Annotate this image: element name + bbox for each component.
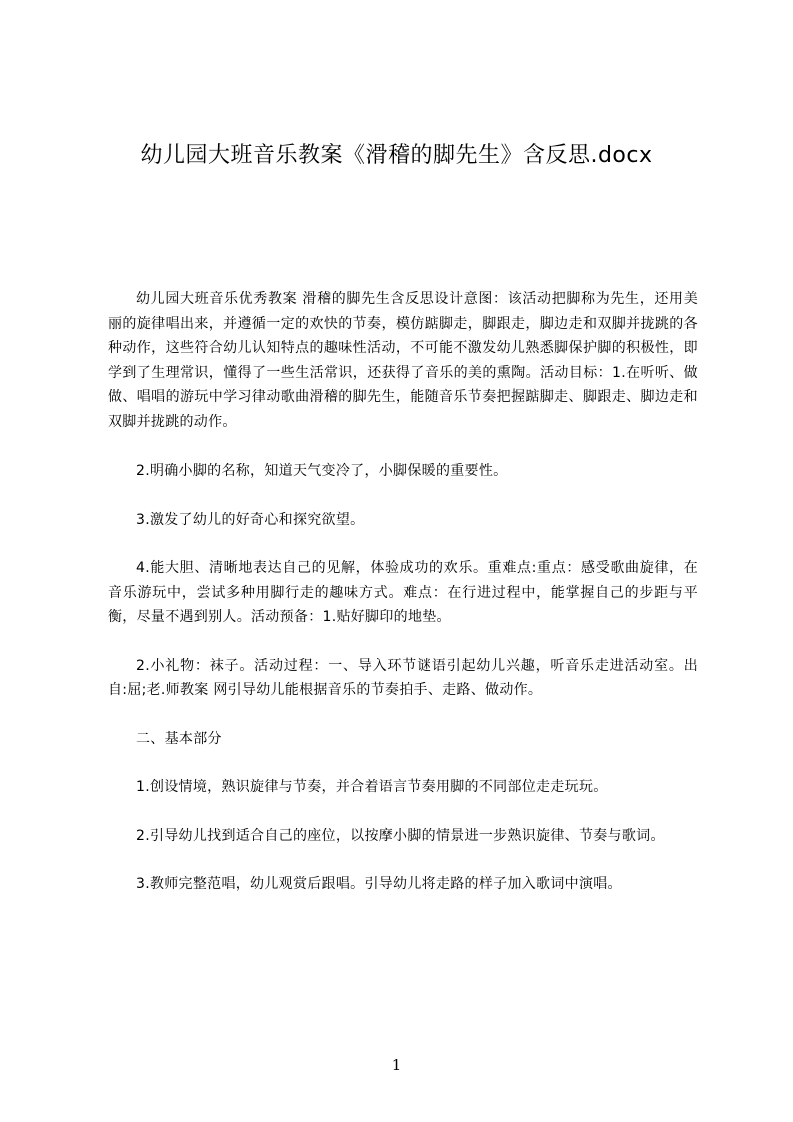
document-body <box>108 287 698 921</box>
page-number: 1 <box>391 1056 402 1074</box>
paragraph-preparation: 2.小礼物：袜子。活动过程：一、导入环节谜语引起幼儿兴趣，听音乐走进活动室。出自:屈;老.师教案 网引导幼儿能根据音乐的节奏拍手、走路、做动作。 <box>108 657 698 698</box>
paragraph-step-1: 1.创设情境，熟识旋律与节奏，并合着语言节奏用脚的不同部位走走玩玩。 <box>136 779 608 795</box>
document-title: 幼儿园大班音乐教案《滑稽的脚先生》含反思.docx <box>140 143 653 168</box>
paragraph-step-2: 2.引导幼儿找到适合自己的座位，以按摩小脚的情景进一步熟识旋律、节奏与歌词。 <box>136 827 665 844</box>
section-heading-basic: 二、基本部分 <box>136 730 222 747</box>
paragraph-goal-3: 3.激发了幼儿的好奇心和探究欲望。 <box>136 511 365 528</box>
paragraph-step-3: 3.教师完整范唱，幼儿观赏后跟唱。引导幼儿将走路的样子加入歌词中演唱。 <box>136 876 622 892</box>
paragraph-goal-2: 2.明确小脚的名称，知道天气变冷了，小脚保暖的重要性。 <box>136 463 508 479</box>
paragraph-goal-4: 4.能大胆、清晰地表达自己的见解，体验成功的欢乐。重难点:重点：感受歌曲旋律，在音乐游玩中，尝试多种用脚行走的趣味方式。难点：在行进过程中，能掌握自己的步距与平衡，尽量不遇到别人。活动预备：1.贴好脚印的地垫。 <box>108 560 698 625</box>
paragraph-intro: 幼儿园大班音乐优秀教案 滑稽的脚先生含反思设计意图：该活动把脚称为先生，还用美丽的旋律唱出来，并遵循一定的欢快的节奏，模仿踮脚走，脚跟走，脚边走和双脚并拢跳的各种动作，这些符合幼儿认知特点的趣味性活动，不可能不激发幼儿熟悉脚保护脚的积极性，即学到了生理常识，懂得了一些生活常识，还获得了音乐的美的熏陶。活动目标：1.在听听、做做、唱唱的游玩中学习律动歌曲滑稽的脚先生，能随音乐节奏把握踮脚走、脚跟走、脚边走和双脚并拢跳的动作。 <box>108 291 698 430</box>
